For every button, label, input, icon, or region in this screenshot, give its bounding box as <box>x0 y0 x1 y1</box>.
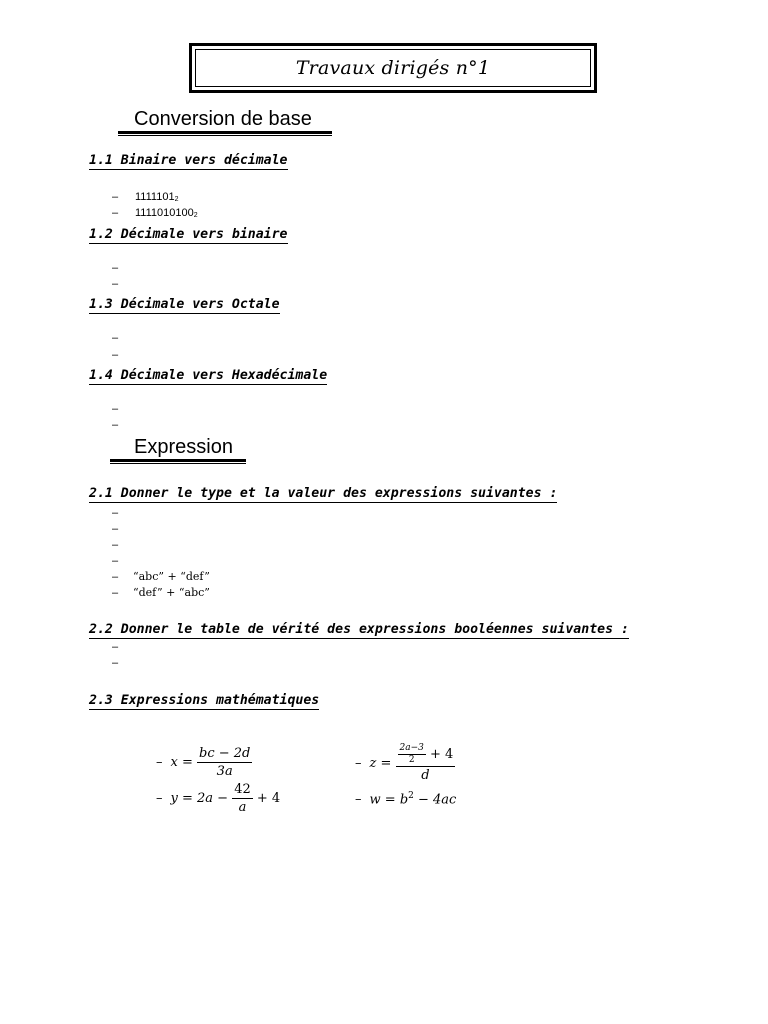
dash-bullet: – <box>112 571 119 583</box>
title-box <box>189 43 597 93</box>
dash-bullet: – <box>112 191 119 203</box>
subsection-heading-1-3: 1.3 Décimale vers Octale <box>89 297 280 312</box>
section-rule-expression <box>110 459 246 464</box>
fraction: $\frac{bc - 2d}{3a}$ <box>199 746 251 779</box>
section-rule-conversion <box>118 131 332 136</box>
dash-bullet: – <box>112 349 119 361</box>
subsection-heading-1-4: 1.4 Décimale vers Hexadécimale <box>89 368 328 383</box>
section-heading-expression: Expression <box>134 436 233 458</box>
subsection-heading-1-2: 1.2 Décimale vers binaire <box>89 227 288 242</box>
fraction: $\frac{2a-3}{2}$ + 4 d <box>396 743 456 784</box>
subsection-heading-2-1: 2.1 Donner le type et la valeur des expressions suivantes : <box>89 486 558 501</box>
dash-bullet: – <box>112 507 119 519</box>
list-item-binary-1: $1111101_2$ <box>135 191 179 203</box>
dash-bullet: – <box>112 523 119 535</box>
subsection-heading-1-1: 1.1 Binaire vers décimale <box>89 153 288 168</box>
dash-bullet: – <box>112 332 119 344</box>
dash-bullet: – <box>112 207 119 219</box>
fraction: $\frac{42}{a}$ <box>234 782 251 815</box>
formula-x: – x = $\frac{bc - 2d}{3a}$ <box>156 746 251 779</box>
dash-bullet: – <box>112 641 119 653</box>
dash-bullet: – <box>112 539 119 551</box>
list-item-string-concat-1: “abc” + “def” <box>133 570 210 583</box>
formula-w: – $w = b^2 - 4ac$ <box>355 791 457 808</box>
list-item-string-concat-2: “def” + “abc” <box>133 586 210 599</box>
document-title: Travaux dirigés n°1 <box>295 57 491 79</box>
dash-bullet: – <box>112 278 119 290</box>
dash-bullet: – <box>112 262 119 274</box>
formula-z: – z = $\frac{2a-3}{2}$ + 4 d <box>355 743 454 783</box>
dash-bullet: – <box>112 403 119 415</box>
list-item-binary-2: $1111010100_2$ <box>135 207 198 219</box>
dash-bullet: – <box>112 555 119 567</box>
subsection-heading-2-3: 2.3 Expressions mathématiques <box>89 693 320 708</box>
formula-y: – y = 2a − $\frac{42}{a}$ + 4 <box>156 782 281 815</box>
title-inner-frame <box>195 49 591 87</box>
inner-fraction: $\frac{2a-3}{2}$ <box>399 743 424 765</box>
section-heading-conversion: Conversion de base <box>134 108 312 130</box>
dash-bullet: – <box>112 419 119 431</box>
subsection-heading-2-2: 2.2 Donner le table de vérité des expressions booléennes suivantes : <box>89 622 629 637</box>
dash-bullet: – <box>112 587 119 599</box>
dash-bullet: – <box>112 657 119 669</box>
